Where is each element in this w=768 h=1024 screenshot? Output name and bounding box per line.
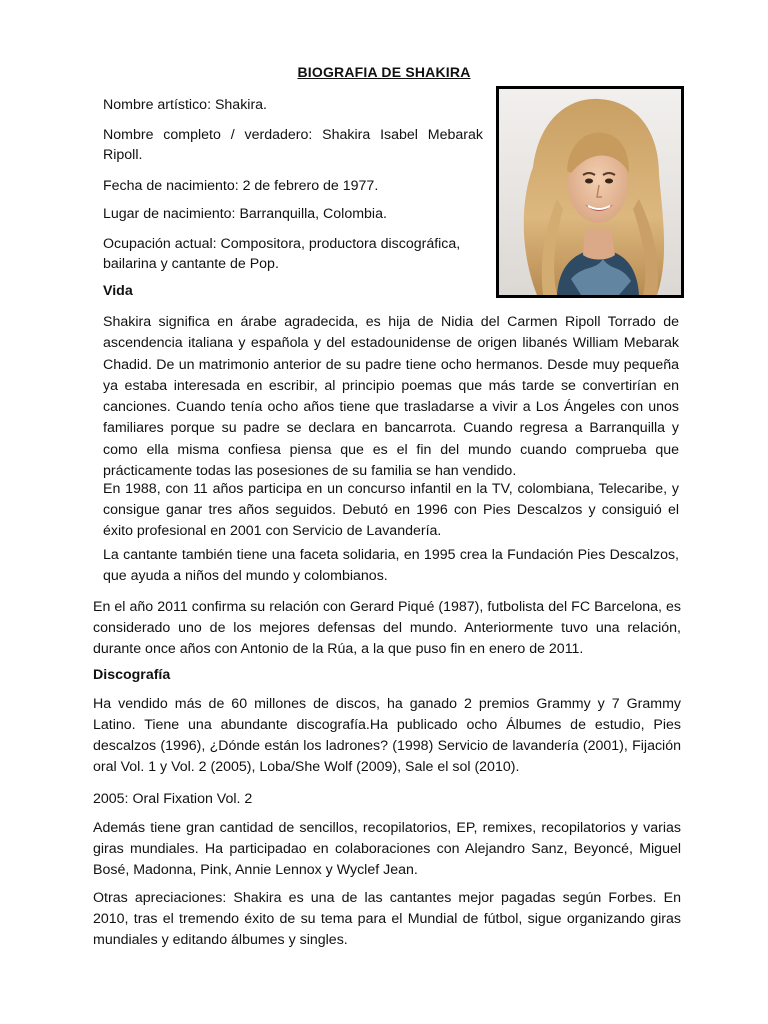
info-nombre-completo: Nombre completo / verdadero: Shakira Isabel Mebarak bbox=[103, 127, 483, 143]
info-ocupacion-cont: bailarina y cantante de Pop. bbox=[103, 256, 279, 272]
portrait-image bbox=[499, 89, 681, 295]
info-fecha-nacimiento: Fecha de nacimiento: 2 de febrero de 1977. bbox=[103, 178, 379, 194]
info-lugar-nacimiento: Lugar de nacimiento: Barranquilla, Colombia. bbox=[103, 206, 387, 222]
info-nombre-completo-cont: Ripoll. bbox=[103, 147, 143, 163]
artist-photo bbox=[496, 86, 684, 298]
discografia-paragraph-2: 2005: Oral Fixation Vol. 2 bbox=[93, 791, 253, 807]
discografia-paragraph-3: Además tiene gran cantidad de sencillos, recopilatorios, EP, remixes, recopilatorios y varias giras mundiales. Ha participadao en colaboraciones con Alejandro Sanz, Beyoncé, Miguel Bosé, Madonna, Pink, Annie Lennox y Wyclef Jean. bbox=[93, 820, 681, 878]
vida-paragraph-2: En 1988, con 11 años participa en un concurso infantil en la TV, colombiana, Telecaribe, y consigue ganar tres años seguidos. Debutó en 1996 con Pies Descalzos y consiguió el éxito profesional en 2001 con Servicio de Lavandería. bbox=[103, 481, 679, 539]
discografia-paragraph-1: Ha vendido más de 60 millones de discos, ha ganado 2 premios Grammy y 7 Grammy Latino. Tiene una abundante discografía.Ha publicado ocho Álbumes de estudio, Pies descalzos (1996), ¿Dónde están los ladrones? (1998) Servicio de lavandería (2001), Fijación oral Vol. 1 y Vol. 2 (2005), Loba/She Wolf (2009), Sale el sol (2010). bbox=[93, 696, 681, 775]
info-ocupacion: Ocupación actual: Compositora, productora discográfica, bbox=[103, 236, 461, 252]
info-nombre-artistico: Nombre artístico: Shakira. bbox=[103, 97, 268, 113]
section-heading-discografia: Discografía bbox=[93, 667, 171, 683]
vida-paragraph-3: La cantante también tiene una faceta solidaria, en 1995 crea la Fundación Pies Descalzos, que ayuda a niños del mundo y colombianos. bbox=[103, 547, 679, 584]
vida-paragraph-4: En el año 2011 confirma su relación con Gerard Piqué (1987), futbolista del FC Barcelona, es considerado uno de los mejores defensas del mundo. Anteriormente tuvo una relación, durante once años con Antonio de la Rúa, a la que puso fin en enero de 2011. bbox=[93, 599, 681, 657]
section-heading-vida: Vida bbox=[103, 283, 133, 299]
page-title: BIOGRAFIA DE SHAKIRA bbox=[297, 64, 471, 80]
discografia-paragraph-4: Otras apreciaciones: Shakira es una de las cantantes mejor pagadas según Forbes. En 2010, tras el tremendo éxito de su tema para el Mundial de fútbol, sigue organizando giras mundiales y editando álbumes y singles. bbox=[93, 890, 681, 948]
vida-paragraph-1: Shakira significa en árabe agradecida, es hija de Nidia del Carmen Ripoll Torrado de ascendencia italiana y española y del estadounidense de origen libanés William Mebarak Chadid. De un matrimonio anterior de su padre tiene ocho hermanos. Desde muy pequeña ya estaba interesada en escribir, al principio poemas que más tarde se convertirían en canciones. Cuando tenía ocho años tiene que trasladarse a vivir a Los Ángeles con unos familiares porque su padre se declara en bancarrota. Cuando regresa a Barranquilla y como ella misma confiesa piensa que es el fin del mundo cuando comprueba que prácticamente todas las posesiones de su familia se han vendido. bbox=[103, 314, 679, 480]
